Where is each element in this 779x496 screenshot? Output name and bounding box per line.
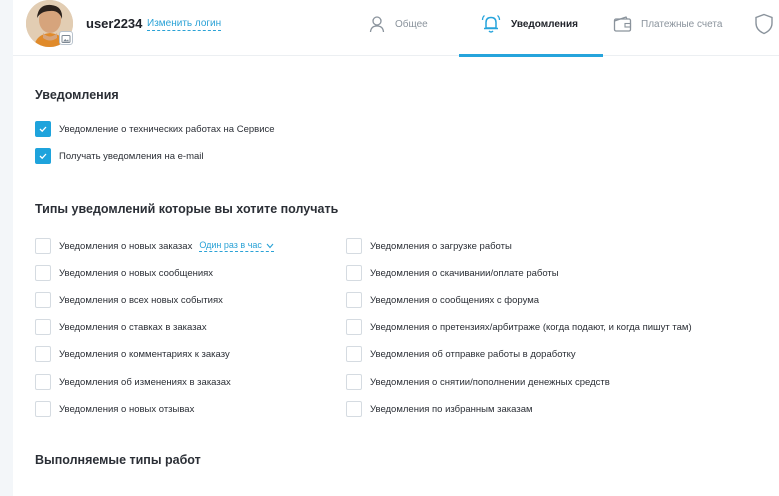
type-label: Уведомления об отправке работы в доработку [370, 348, 576, 360]
type-left-row[interactable] [35, 346, 230, 362]
work-types-title: Выполняемые типы работ [35, 453, 201, 467]
notifications-title: Уведомления [35, 88, 119, 102]
type-right-row[interactable] [346, 292, 539, 308]
type-checkbox[interactable] [35, 401, 51, 417]
notify-tech-works-checkbox[interactable] [35, 121, 51, 137]
bell-icon [480, 13, 502, 35]
notify-email-label: Получать уведомления на e-mail [59, 150, 204, 162]
chevron-down-icon [266, 243, 274, 249]
type-checkbox[interactable] [346, 292, 362, 308]
type-label: Уведомления о новых заказах [59, 240, 193, 252]
frequency-dropdown[interactable] [199, 240, 274, 252]
notify-tech-works-label: Уведомление о технических работах на Сервисе [59, 123, 275, 135]
notification-types-title: Типы уведомлений которые вы хотите получать [35, 202, 339, 216]
type-label: Уведомления о сообщениях с форума [370, 294, 540, 306]
frequency-value: Один раз в час [199, 240, 262, 250]
type-label: Уведомления о претензиях/арбитраже (когда подают, и когда пишут там) [370, 321, 692, 333]
type-checkbox[interactable] [35, 292, 51, 308]
type-label: Уведомления об изменениях в заказах [59, 376, 231, 388]
tab-general-label: Общее [395, 18, 428, 30]
type-left-row[interactable] [35, 265, 213, 281]
type-checkbox[interactable] [346, 374, 362, 390]
type-label: Уведомления о новых отзывах [59, 403, 195, 415]
type-checkbox[interactable] [346, 319, 362, 335]
checkmark-icon [38, 124, 48, 134]
notify-tech-works-row[interactable] [35, 121, 275, 137]
type-right-row[interactable] [346, 401, 533, 417]
tab-notifications[interactable] [480, 13, 578, 35]
wallet-icon [613, 15, 632, 34]
type-checkbox[interactable] [346, 401, 362, 417]
user-icon [368, 15, 386, 33]
notify-email-row[interactable] [35, 148, 203, 164]
tab-general[interactable] [368, 13, 428, 35]
type-label: Уведомления о комментариях к заказу [59, 348, 230, 360]
type-checkbox[interactable] [35, 374, 51, 390]
checkmark-icon [38, 151, 48, 161]
type-label: Уведомления о ставках в заказах [59, 321, 207, 333]
profile-header [13, 0, 779, 56]
type-left-row[interactable] [35, 238, 274, 254]
tab-payments-label: Платежные счета [641, 18, 723, 30]
type-right-row[interactable] [346, 319, 692, 335]
tab-payments[interactable] [613, 13, 722, 35]
type-right-row[interactable] [346, 265, 559, 281]
type-right-row[interactable] [346, 374, 610, 390]
type-checkbox[interactable] [35, 346, 51, 362]
type-checkbox[interactable] [35, 238, 51, 254]
tab-security[interactable] [754, 13, 774, 35]
tab-notifications-label: Уведомления [511, 18, 578, 30]
type-checkbox[interactable] [346, 238, 362, 254]
type-right-row[interactable] [346, 346, 576, 362]
type-label: Уведомления о новых сообщениях [59, 267, 214, 279]
type-checkbox[interactable] [346, 265, 362, 281]
type-label: Уведомления по избранным заказам [370, 403, 533, 415]
type-checkbox[interactable] [35, 319, 51, 335]
type-right-row[interactable] [346, 238, 512, 254]
shield-icon [754, 13, 774, 35]
type-label: Уведомления о всех новых событиях [59, 294, 223, 306]
notify-email-checkbox[interactable] [35, 148, 51, 164]
type-label: Уведомления о загрузке работы [370, 240, 512, 252]
type-label: Уведомления о скачивании/оплате работы [370, 267, 559, 279]
username: user2234 [86, 16, 143, 31]
active-tab-indicator [459, 54, 603, 57]
type-left-row[interactable] [35, 401, 194, 417]
type-label: Уведомления о снятии/пополнении денежных средств [370, 376, 610, 388]
type-checkbox[interactable] [35, 265, 51, 281]
left-background-strip [0, 0, 13, 496]
change-photo-icon[interactable] [59, 31, 73, 45]
type-checkbox[interactable] [346, 346, 362, 362]
change-login-link[interactable]: Изменить логин [147, 18, 222, 29]
type-left-row[interactable] [35, 374, 231, 390]
type-left-row[interactable] [35, 319, 207, 335]
type-left-row[interactable] [35, 292, 223, 308]
